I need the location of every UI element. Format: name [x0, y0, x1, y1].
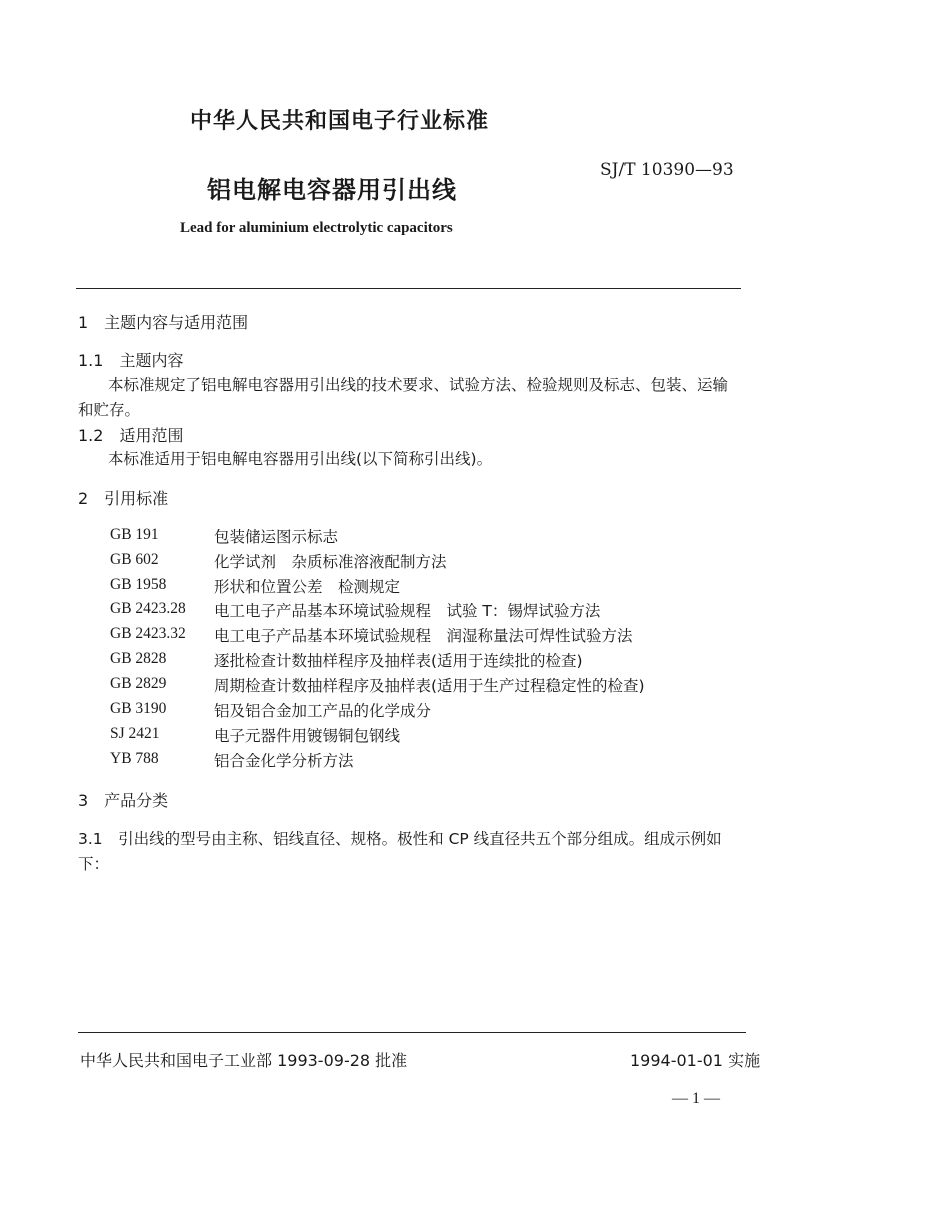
reference-code: GB 3190 [110, 700, 167, 717]
reference-code: YB 788 [110, 750, 159, 767]
reference-code: GB 2828 [110, 650, 167, 667]
section-1-1-text-line1: 本标准规定了铝电解电容器用引出线的技术要求、试验方法、检验规则及标志、包装、运输 [108, 376, 729, 394]
section-1-1-heading: 1.1 主题内容 [78, 351, 184, 370]
issuing-body: 中华人民共和国电子行业标准 [190, 109, 490, 134]
page-number: — 1 — [672, 1090, 720, 1107]
reference-title: 电子元器件用镀锡铜包钢线 [214, 727, 401, 745]
section-1-2-text: 本标准适用于铝电解电容器用引出线(以下简称引出线)。 [108, 450, 493, 468]
reference-title: 化学试剂 杂质标准溶液配制方法 [214, 553, 447, 571]
section-3-1-text-line1: 3.1 引出线的型号由主称、铝线直径、规格。极性和 CP 线直径共五个部分组成。组成示例如 [78, 830, 722, 848]
title-english: Lead for aluminium electrolytic capacitors [180, 220, 453, 236]
reference-title: 电工电子产品基本环境试验规程 润湿称量法可焊性试验方法 [214, 627, 633, 645]
reference-code: GB 1958 [110, 576, 167, 593]
standard-code: SJ/T 10390—93 [600, 160, 734, 180]
section-1-heading: 1 主题内容与适用范围 [78, 313, 249, 332]
reference-title: 包装储运图示标志 [214, 528, 339, 546]
reference-code: GB 602 [110, 551, 159, 568]
section-1-1-text-line2: 和贮存。 [78, 401, 141, 419]
section-1-2-heading: 1.2 适用范围 [78, 426, 184, 445]
reference-code: GB 2829 [110, 675, 167, 692]
reference-code: GB 2423.32 [110, 625, 186, 642]
header-divider [76, 288, 741, 289]
approval-line: 中华人民共和国电子工业部 1993-09-28 批准 [80, 1051, 408, 1070]
reference-title: 铝合金化学分析方法 [214, 752, 354, 770]
title-chinese: 铝电解电容器用引出线 [207, 176, 457, 204]
reference-code: GB 191 [110, 526, 159, 543]
reference-title: 周期检查计数抽样程序及抽样表(适用于生产过程稳定性的检查) [214, 677, 645, 695]
section-3-1-text-line2: 下： [78, 855, 110, 873]
reference-code: SJ 2421 [110, 725, 160, 742]
reference-title: 电工电子产品基本环境试验规程 试验 T：锡焊试验方法 [214, 602, 601, 620]
effective-date: 1994-01-01 实施 [630, 1051, 761, 1070]
reference-code: GB 2423.28 [110, 600, 186, 617]
footer-divider [78, 1032, 746, 1033]
section-3-heading: 3 产品分类 [78, 791, 169, 810]
reference-title: 逐批检查计数抽样程序及抽样表(适用于连续批的检查) [214, 652, 583, 670]
reference-title: 形状和位置公差 检测规定 [214, 578, 401, 596]
section-2-heading: 2 引用标准 [78, 489, 169, 508]
reference-title: 铝及铝合金加工产品的化学成分 [214, 702, 432, 720]
